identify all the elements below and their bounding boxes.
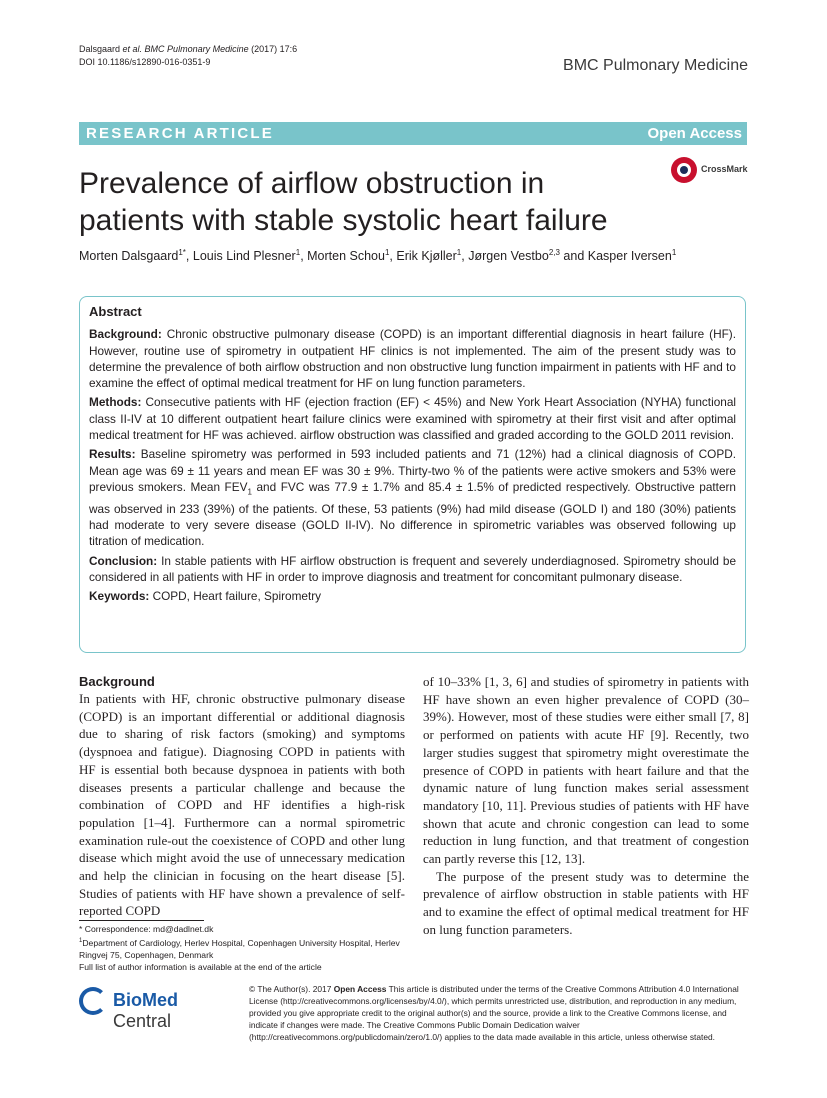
journal-name: BMC Pulmonary Medicine [563,57,748,74]
open-access-label: Open Access [647,125,742,142]
author[interactable]: Kasper Iversen$^1$ [587,248,677,264]
license-notice: © The Author(s). 2017 Open Access This article is distributed under the terms of the Creative Commons Attribution 4.0 International License (http://creativecommons.org/licenses/by/4.0/), which permits unrestricted use, distribution, and reproduction in any medium, provided you give appropriate credit to the original author(s) and the source, provide a link to the Creative Commons license, and indicate if changes were made. The Creative Commons Public Domain Dedication waiver (http://creativecommons.org/publicdomain/zero/1.0/) applies to the data made available in this article, unless otherwise stated. [249,984,739,1042]
author[interactable]: Erik Kjøller$^1$ [396,248,462,264]
author[interactable]: Louis Lind Plesner$^1$ [192,248,301,264]
citation-header [79,43,297,69]
correspondence[interactable]: * Correspondence: md@dadlnet.dk [79,924,214,934]
abstract-conclusion: Conclusion: In stable patients with HF airflow obstruction is frequent and severely underdiagnosed. Spirometry should be considered in all patients with HF in order to improve diagnosis and treatment for concomitant pulmonary disease. [89,553,736,584]
article-type: RESEARCH ARTICLE [86,125,274,142]
body-column-left [79,673,405,920]
crossmark-icon [671,157,697,183]
affiliation: $^1$Department of Cardiology, Herlev Hospital, Copenhagen University Hospital, Herlev Ringvej 75, Copenhagen, Denmark [79,938,400,961]
biomed-central-logo[interactable] [79,987,239,1031]
body-column-right [423,673,749,939]
abstract-results: Results: Baseline spirometry was performed in 593 included patients and 71 (12%) had a clinical diagnosis of COPD. Mean age was 69 ± 11 years and mean EF was 30 ± 9%. Thirty-two % of the patients were active smokers and 53% were previous smokers. Mean $FEV_1$ and FVC was 77.9 ± 1.7% and 85.4 ± 1.5% of predicted respectively. Obstructive pattern was observed in 233 (39%) of the patients. Of these, 53 patients (9%) had mild disease (GOLD I) and 180 (30%) patients had moderate to very severe disease (GOLD II-IV). No difference in spirometric variables was observed following up titration of medication. [89,447,736,549]
abstract-heading: Abstract [89,304,142,319]
section-heading-background: Background [79,674,155,689]
citation-volume: (2017) 17:6 [251,44,298,54]
footnote-divider [79,920,204,921]
publisher-name: BioMed Central [113,990,178,1031]
author[interactable]: Jørgen Vestbo$^{2,3}$ [468,248,560,264]
authors-joiner: and [563,249,585,264]
article-type-banner [79,122,747,145]
biomed-central-ring-icon [79,987,107,1015]
citation-journal: et al. BMC Pulmonary Medicine [122,44,249,54]
citation-authors: Dalsgaard [79,44,121,54]
doi[interactable]: DOI 10.1186/s12890-016-0351-9 [79,57,211,67]
crossmark-button[interactable] [671,156,749,186]
body-paragraph: In patients with HF, chronic obstructive pulmonary disease (COPD) is an important differential or additional diagnosis due to sharing of risk factors (smoking) and symptoms (dyspnoea and fatigue). Diagnosing COPD in patients with HF is essential both because dyspnoea in patients with both diseases presents a particular challenge and because the combination of COPD and HF identifies a high-risk population [1–4]. Furthermore can a normal spirometric examination rule-out the coexistence of COPD and other lung disease which might avoid the use of unnecessary medication and help the clinician in focusing on the heart disease [5]. Studies of patients with HF have shown a prevalence of self-reported COPD [79,691,405,919]
abstract-methods: Methods: Consecutive patients with HF (ejection fraction (EF) < 45%) and New York Heart Association (NYHA) functional class II-IV at 10 different outpatient heart failure clinics were examined with spirometry at their first visit and after optimal medical treatment for HF was achieved. airflow obstruction was classified and graded according to the GOLD 2011 revision. [89,395,737,443]
footnotes [79,923,409,974]
abstract-box [79,296,746,653]
author[interactable]: Morten Dalsgaard$^{1*}$ [79,248,186,264]
author[interactable]: Morten Schou$^1$ [307,248,390,264]
author-info-note: Full list of author information is available at the end of the article [79,962,322,973]
author-list: Morten Dalsgaard$^{1*}$, Louis Lind Plesner$^1$, Morten Schou$^1$, Erik Kjøller$^1$, Jørgen Vestbo$^{2,3}$ and Kasper Iversen$^1$ [79,248,677,264]
body-paragraph: The purpose of the present study was to determine the prevalence of airflow obstruction in stable patients with HF and to examine the effect of optimal medical treatment for HF on lung function parameters. [423,868,749,937]
abstract-background: Background: Chronic obstructive pulmonary disease (COPD) is an important differential diagnosis in heart failure (HF). However, routine use of spirometry in outpatient HF clinics is not implemented. The aim of the present study was to determine the prevalence of both airflow obstruction and non obstructive lung function impairment in patients with HF and to examine the effect of optimal medical treatment for HF on lung function parameters. [89,327,737,391]
crossmark-label: CrossMark [701,164,748,174]
abstract-keywords: Keywords: COPD, Heart failure, Spirometry [89,589,322,604]
body-paragraph-continued: of 10–33% [1, 3, 6] and studies of spirometry in patients with HF have shown an even higher prevalence of COPD (30–39%). However, most of these studies were either small [7, 8] or performed on patients with acute HF [9]. Recently, two larger studies suggest that spirometry might overestimate the presence of COPD in patients with heart failure and that the dynamic nature of lung function makes serial assessment mandatory [10, 11]. Previous studies of patients with HF have shown that acute and chronic congestion can lead to some reduction in lung function, and that treatment of congestion can partly reverse this [12, 13]. [423,674,749,867]
article-title: Prevalence of airflow obstruction in patients with stable systolic heart failure [79,167,608,237]
